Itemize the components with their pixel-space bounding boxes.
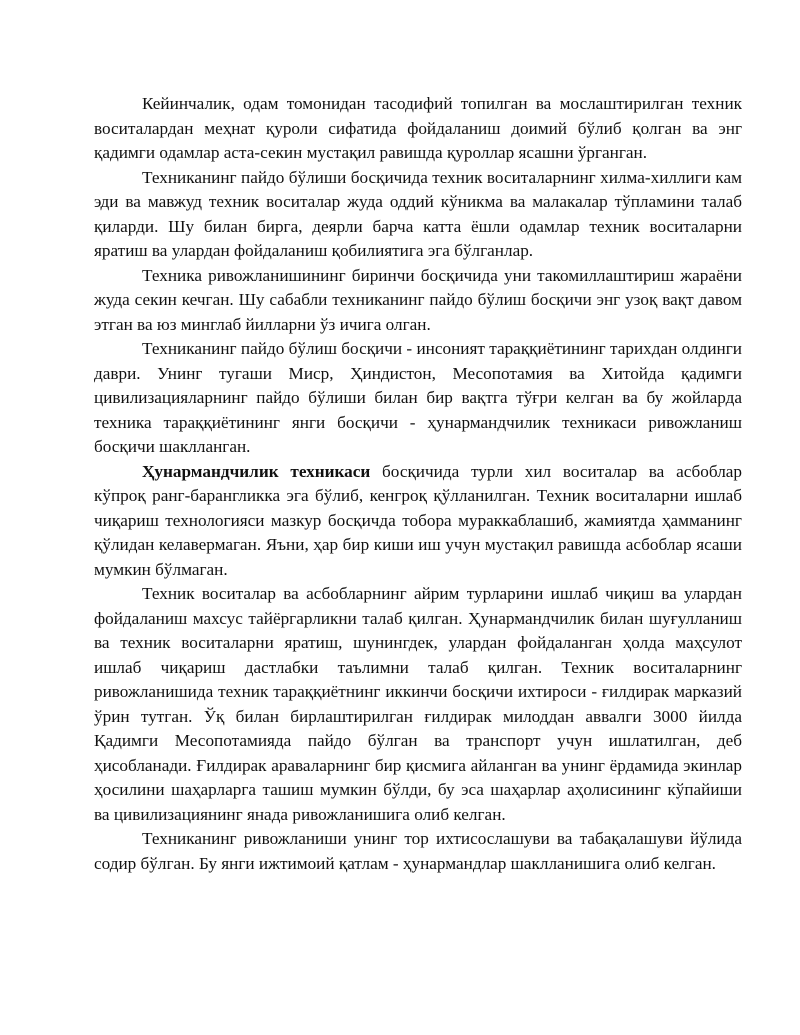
paragraph-7 [94, 827, 742, 876]
paragraph-6 [94, 582, 742, 827]
paragraph-4 [94, 337, 742, 460]
document-page [94, 92, 742, 876]
paragraph-5 [94, 460, 742, 583]
paragraph-3-text: Техника ривожланишининг биринчи босқичида уни такомиллаштириш жараёни жуда секин кечган. Шу сабабли техниканинг пайдо бўлиш босқичи энг узоқ вақт давом этган ва юз минглаб йилларни ўз ичига олган. [94, 265, 742, 334]
paragraph-2-text: Техниканинг пайдо бўлиши босқичида техник воситаларнинг хилма-хиллиги кам эди ва мавжуд техник воситалар жуда оддий кўникма ва малакалар тўпламини талаб қиларди. Шу билан бирга, деярли барча катта ёшли одамлар техник воситаларни яратиш ва улардан фойдаланиш қобилиятига эга бўлганлар. [94, 167, 742, 260]
paragraph-4-text: Техниканинг пайдо бўлиш босқичи - инсоният тараққиётининг тарихдан олдинги даври. Унинг тугаши Миср, Ҳиндистон, Месопотамия ва Хитойда қадимги цивилизацияларнинг пайдо бўлиши билан бир вақтга тўғри келган ва бу жойларда техника тараққиётининг янги босқичи - ҳунармандчилик техникаси ривожланиш босқичи шаклланган. [94, 339, 742, 456]
paragraph-1 [94, 92, 742, 166]
paragraph-2 [94, 166, 742, 264]
paragraph-5-bold-term: Ҳунармандчилик техникаси [142, 461, 371, 481]
paragraph-3 [94, 264, 742, 338]
paragraph-6-text: Техник воситалар ва асбобларнинг айрим турларини ишлаб чиқиш ва улардан фойдаланиш махсус тайёргарликни талаб қилган. Ҳунармандчилик билан шуғулланиш ва техник воситаларни яратиш, шунингдек, улардан фойдаланган ҳолда маҳсулот ишлаб чиқариш дастлабки таълимни талаб қилган. Техник воситаларнинг ривожланишида техник тараққиётнинг иккинчи босқичи ихтироси - ғилдирак марказий ўрин тутган. Ўқ билан бирлаштирилган ғилдирак милоддан аввалги 3000 йилда Қадимги Месопотамияда пайдо бўлган ва транспорт учун ишлатилган, деб ҳисобланади. Ғилдирак араваларнинг бир қисмига айланган ва унинг ёрдамида экинлар ҳосилини шаҳарларга ташиш мумкин бўлди, бу эса шаҳарлар аҳолисининг кўпайиши ва цивилизациянинг янада ривожланишига олиб келган. [94, 584, 742, 824]
paragraph-1-text: Кейинчалик, одам томонидан тасодифий топилган ва мослаштирилган техник воситалардан меҳнат қуроли сифатида фойдаланиш доимий бўлиб қолган ва энг қадимги одамлар аста-секин мустақил равишда қуроллар ясашни ўрганган. [94, 94, 742, 162]
paragraph-5-text: босқичида турли хил воситалар ва асбоблар кўпроқ ранг-барангликка эга бўлиб, кенгроқ қўлланилган. Техник воситаларни ишлаб чиқариш технологияси мазкур босқичда тобора мураккаблашиб, жамиятда ҳамманинг қўлидан келавермаган. Яъни, ҳар бир киши иш учун мустақил равишда асбоблар ясаши мумкин бўлмаган. [94, 461, 742, 579]
paragraph-7-text: Техниканинг ривожланиши унинг тор ихтисослашуви ва табақалашуви йўлида содир бўлган. Бу янги ижтимоий қатлам - ҳунармандлар шаклланишига олиб келган. [94, 829, 742, 873]
